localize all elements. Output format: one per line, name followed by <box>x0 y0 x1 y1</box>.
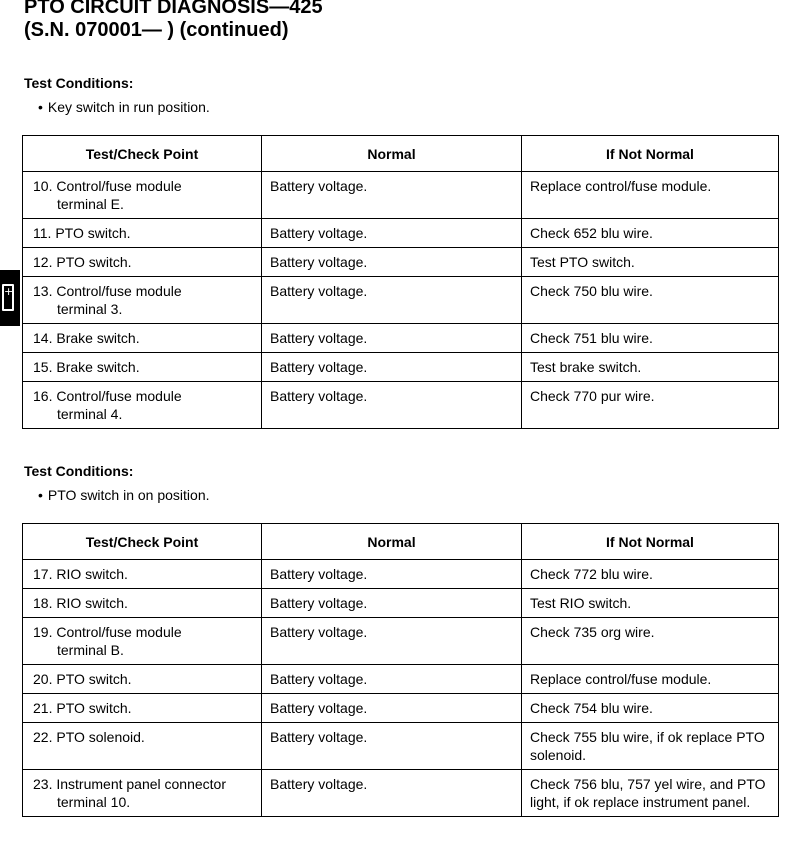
check-point-continuation: terminal E. <box>57 196 124 212</box>
check-point-text: 16. Control/fuse module <box>33 388 182 404</box>
if-not-normal-cell: Check 750 blu wire. <box>522 277 779 324</box>
check-point-text: 10. Control/fuse module <box>33 178 182 194</box>
test-conditions-label-2: Test Conditions: <box>24 463 134 479</box>
header-if-not-normal: If Not Normal <box>522 524 779 560</box>
check-point-cell <box>23 172 262 219</box>
table-row <box>23 694 779 723</box>
test-condition-2: • PTO switch in on position. <box>38 487 210 503</box>
normal-cell: Battery voltage. <box>262 665 522 694</box>
table-row <box>23 248 779 277</box>
table-row <box>23 324 779 353</box>
normal-cell: Battery voltage. <box>262 770 522 817</box>
check-point-cell <box>23 219 262 248</box>
check-point-text: 23. Instrument panel connector <box>33 776 227 792</box>
check-point-cell <box>23 560 262 589</box>
page-title-line2: (S.N. 070001— ) (continued) <box>24 19 289 41</box>
table-row <box>23 723 779 770</box>
battery-icon: + <box>2 284 14 311</box>
check-point-continuation: terminal 4. <box>57 406 123 422</box>
check-point-cell <box>23 248 262 277</box>
check-point-cell <box>23 665 262 694</box>
normal-cell: Battery voltage. <box>262 277 522 324</box>
if-not-normal-cell: Replace control/fuse module. <box>522 665 779 694</box>
check-point-cell <box>23 353 262 382</box>
if-not-normal-cell: Test PTO switch. <box>522 248 779 277</box>
header-test-check-point: Test/Check Point <box>23 136 262 172</box>
table-row <box>23 770 779 817</box>
if-not-normal-cell: Check 772 blu wire. <box>522 560 779 589</box>
if-not-normal-cell: Check 751 blu wire. <box>522 324 779 353</box>
normal-cell: Battery voltage. <box>262 172 522 219</box>
check-point-cell <box>23 589 262 618</box>
if-not-normal-cell: Check 652 blu wire. <box>522 219 779 248</box>
check-point-text: 22. PTO solenoid. <box>33 729 145 745</box>
if-not-normal-cell: Check 756 blu, 757 yel wire, and PTO light, if ok replace instrument panel. <box>522 770 779 817</box>
check-point-text: 12. PTO switch. <box>33 254 132 270</box>
normal-cell: Battery voltage. <box>262 219 522 248</box>
table-row <box>23 560 779 589</box>
table-row <box>23 353 779 382</box>
header-normal: Normal <box>262 136 522 172</box>
check-point-cell <box>23 770 262 817</box>
table-row <box>23 382 779 429</box>
check-point-text: 15. Brake switch. <box>33 359 140 375</box>
check-point-cell <box>23 618 262 665</box>
table-header-row <box>23 524 779 560</box>
test-table-2 <box>22 523 779 817</box>
check-point-continuation: terminal B. <box>57 642 124 658</box>
normal-cell: Battery voltage. <box>262 723 522 770</box>
if-not-normal-cell: Check 735 org wire. <box>522 618 779 665</box>
table-header-row <box>23 136 779 172</box>
normal-cell: Battery voltage. <box>262 248 522 277</box>
header-if-not-normal: If Not Normal <box>522 136 779 172</box>
table-row <box>23 665 779 694</box>
if-not-normal-cell: Check 754 blu wire. <box>522 694 779 723</box>
check-point-text: 11. PTO switch. <box>33 225 131 241</box>
if-not-normal-cell: Check 770 pur wire. <box>522 382 779 429</box>
table-row <box>23 277 779 324</box>
normal-cell: Battery voltage. <box>262 324 522 353</box>
if-not-normal-cell: Test brake switch. <box>522 353 779 382</box>
side-tab <box>0 270 20 326</box>
test-condition-1: • Key switch in run position. <box>38 99 210 115</box>
normal-cell: Battery voltage. <box>262 353 522 382</box>
check-point-cell <box>23 277 262 324</box>
check-point-text: 14. Brake switch. <box>33 330 140 346</box>
check-point-cell <box>23 382 262 429</box>
normal-cell: Battery voltage. <box>262 694 522 723</box>
normal-cell: Battery voltage. <box>262 560 522 589</box>
if-not-normal-cell: Check 755 blu wire, if ok replace PTO solenoid. <box>522 723 779 770</box>
test-table-1 <box>22 135 779 429</box>
check-point-text: 21. PTO switch. <box>33 700 132 716</box>
normal-cell: Battery voltage. <box>262 589 522 618</box>
check-point-cell <box>23 723 262 770</box>
check-point-continuation: terminal 3. <box>57 301 123 317</box>
table-row <box>23 219 779 248</box>
normal-cell: Battery voltage. <box>262 618 522 665</box>
check-point-cell <box>23 324 262 353</box>
check-point-text: 13. Control/fuse module <box>33 283 182 299</box>
table-row <box>23 589 779 618</box>
check-point-text: 18. RIO switch. <box>33 595 128 611</box>
check-point-text: 20. PTO switch. <box>33 671 132 687</box>
normal-cell: Battery voltage. <box>262 382 522 429</box>
check-point-text: 17. RIO switch. <box>33 566 128 582</box>
table-row <box>23 618 779 665</box>
page-title-line1: PTO CIRCUIT DIAGNOSIS—425 <box>24 0 323 18</box>
check-point-continuation: terminal 10. <box>57 794 131 810</box>
page-title <box>24 0 323 42</box>
check-point-cell <box>23 694 262 723</box>
table-row <box>23 172 779 219</box>
header-test-check-point: Test/Check Point <box>23 524 262 560</box>
if-not-normal-cell: Replace control/fuse module. <box>522 172 779 219</box>
header-normal: Normal <box>262 524 522 560</box>
check-point-text: 19. Control/fuse module <box>33 624 182 640</box>
if-not-normal-cell: Test RIO switch. <box>522 589 779 618</box>
test-conditions-label-1: Test Conditions: <box>24 75 134 91</box>
